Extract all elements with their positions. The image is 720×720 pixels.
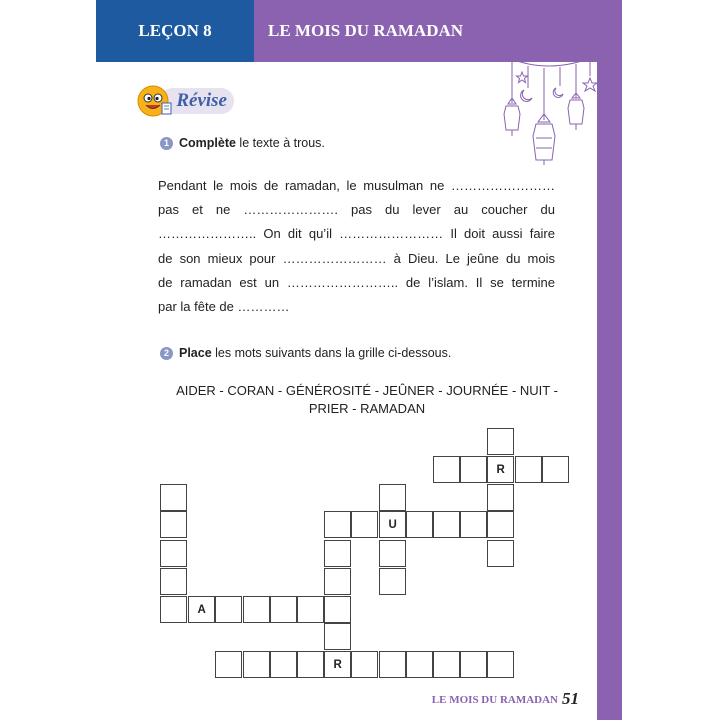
smiley-face-icon xyxy=(136,83,172,119)
crossword-cell[interactable] xyxy=(243,596,270,623)
crossword-cell[interactable] xyxy=(433,651,460,678)
crossword-cell-given-letter[interactable]: R xyxy=(324,651,351,678)
crossword-cell[interactable] xyxy=(160,484,187,511)
word-list-line: PRIER - RAMADAN xyxy=(308,401,426,416)
text-line: pas et ne …………………. pas du lever au coucher du xyxy=(158,202,555,218)
crossword-cell[interactable] xyxy=(324,511,351,538)
instruction-text: le texte à trous. xyxy=(235,136,325,150)
word-list xyxy=(160,382,574,418)
crossword-cell[interactable] xyxy=(324,623,351,650)
crossword-cell[interactable] xyxy=(351,651,378,678)
crossword-cell[interactable] xyxy=(487,540,514,567)
crossword-cell[interactable] xyxy=(379,540,406,567)
crossword-cell[interactable] xyxy=(351,511,378,538)
lesson-label: LEÇON 8 xyxy=(96,0,254,62)
crossword-cell[interactable] xyxy=(379,484,406,511)
crossword-cell-given-letter[interactable]: A xyxy=(188,596,215,623)
crossword-cell[interactable] xyxy=(160,540,187,567)
crossword-cell[interactable] xyxy=(379,651,406,678)
page-number: 51 xyxy=(562,689,579,708)
revise-label: Révise xyxy=(160,88,234,114)
crossword-cell[interactable] xyxy=(324,596,351,623)
crossword-cell-given-letter[interactable]: U xyxy=(379,511,406,538)
exercise-number: 2 xyxy=(160,347,173,360)
crossword-cell[interactable] xyxy=(243,651,270,678)
exercise-number: 1 xyxy=(160,137,173,150)
text-line: de son mieux pour …………………… à Dieu. Le jeûne du mois xyxy=(158,250,555,266)
crossword-cell[interactable] xyxy=(379,568,406,595)
exercise-2-instruction xyxy=(160,346,451,360)
crossword-cell[interactable] xyxy=(433,511,460,538)
crossword-cell[interactable] xyxy=(433,456,460,483)
text-line: par la fête de ………… xyxy=(158,298,290,314)
crossword-cell[interactable] xyxy=(160,596,187,623)
word-list-line: AIDER - CORAN - GÉNÉROSITÉ - JEÛNER - JOURNÉE - NUIT - xyxy=(176,383,558,398)
crossword-cell[interactable] xyxy=(160,511,187,538)
crossword-cell[interactable] xyxy=(460,511,487,538)
instruction-text: les mots suivants dans la grille ci-dessous. xyxy=(211,346,452,360)
crossword-cell[interactable] xyxy=(297,651,324,678)
text-line: de ramadan est un …………………….. de l’islam. Il se termine xyxy=(158,274,555,290)
instruction-verb: Place xyxy=(179,346,212,360)
crossword-cell[interactable] xyxy=(487,428,514,455)
ramadan-lanterns-decoration-icon xyxy=(498,48,602,166)
crossword-cell[interactable] xyxy=(487,651,514,678)
crossword-cell[interactable] xyxy=(460,456,487,483)
crossword-cell[interactable] xyxy=(270,596,297,623)
crossword-cell[interactable] xyxy=(542,456,569,483)
footer-title: LE MOIS DU RAMADAN xyxy=(431,694,558,706)
exercise-1-instruction xyxy=(160,136,325,150)
crossword-cell[interactable] xyxy=(460,651,487,678)
crossword-cell[interactable] xyxy=(297,596,324,623)
text-line: ………………….. On dit qu’il …………………… Il doit aussi faire xyxy=(158,226,555,242)
crossword-cell[interactable] xyxy=(487,484,514,511)
crossword-cell[interactable] xyxy=(270,651,297,678)
fill-in-text xyxy=(158,174,555,319)
lesson-title: LE MOIS DU RAMADAN xyxy=(254,0,622,62)
crossword-cell[interactable] xyxy=(487,511,514,538)
crossword-cell[interactable] xyxy=(160,568,187,595)
instruction-verb: Complète xyxy=(179,136,236,150)
revise-badge xyxy=(136,83,236,119)
text-line: Pendant le mois de ramadan, le musulman ne …………………… xyxy=(158,178,555,193)
crossword-cell[interactable] xyxy=(406,511,433,538)
crossword-cell[interactable] xyxy=(324,540,351,567)
header-notch xyxy=(254,52,264,62)
crossword-cell[interactable] xyxy=(406,651,433,678)
crossword-cell[interactable] xyxy=(215,596,242,623)
crossword-cell[interactable] xyxy=(515,456,542,483)
crossword-cell-given-letter[interactable]: R xyxy=(487,456,514,483)
crossword-cell[interactable] xyxy=(324,568,351,595)
crossword-cell[interactable] xyxy=(215,651,242,678)
